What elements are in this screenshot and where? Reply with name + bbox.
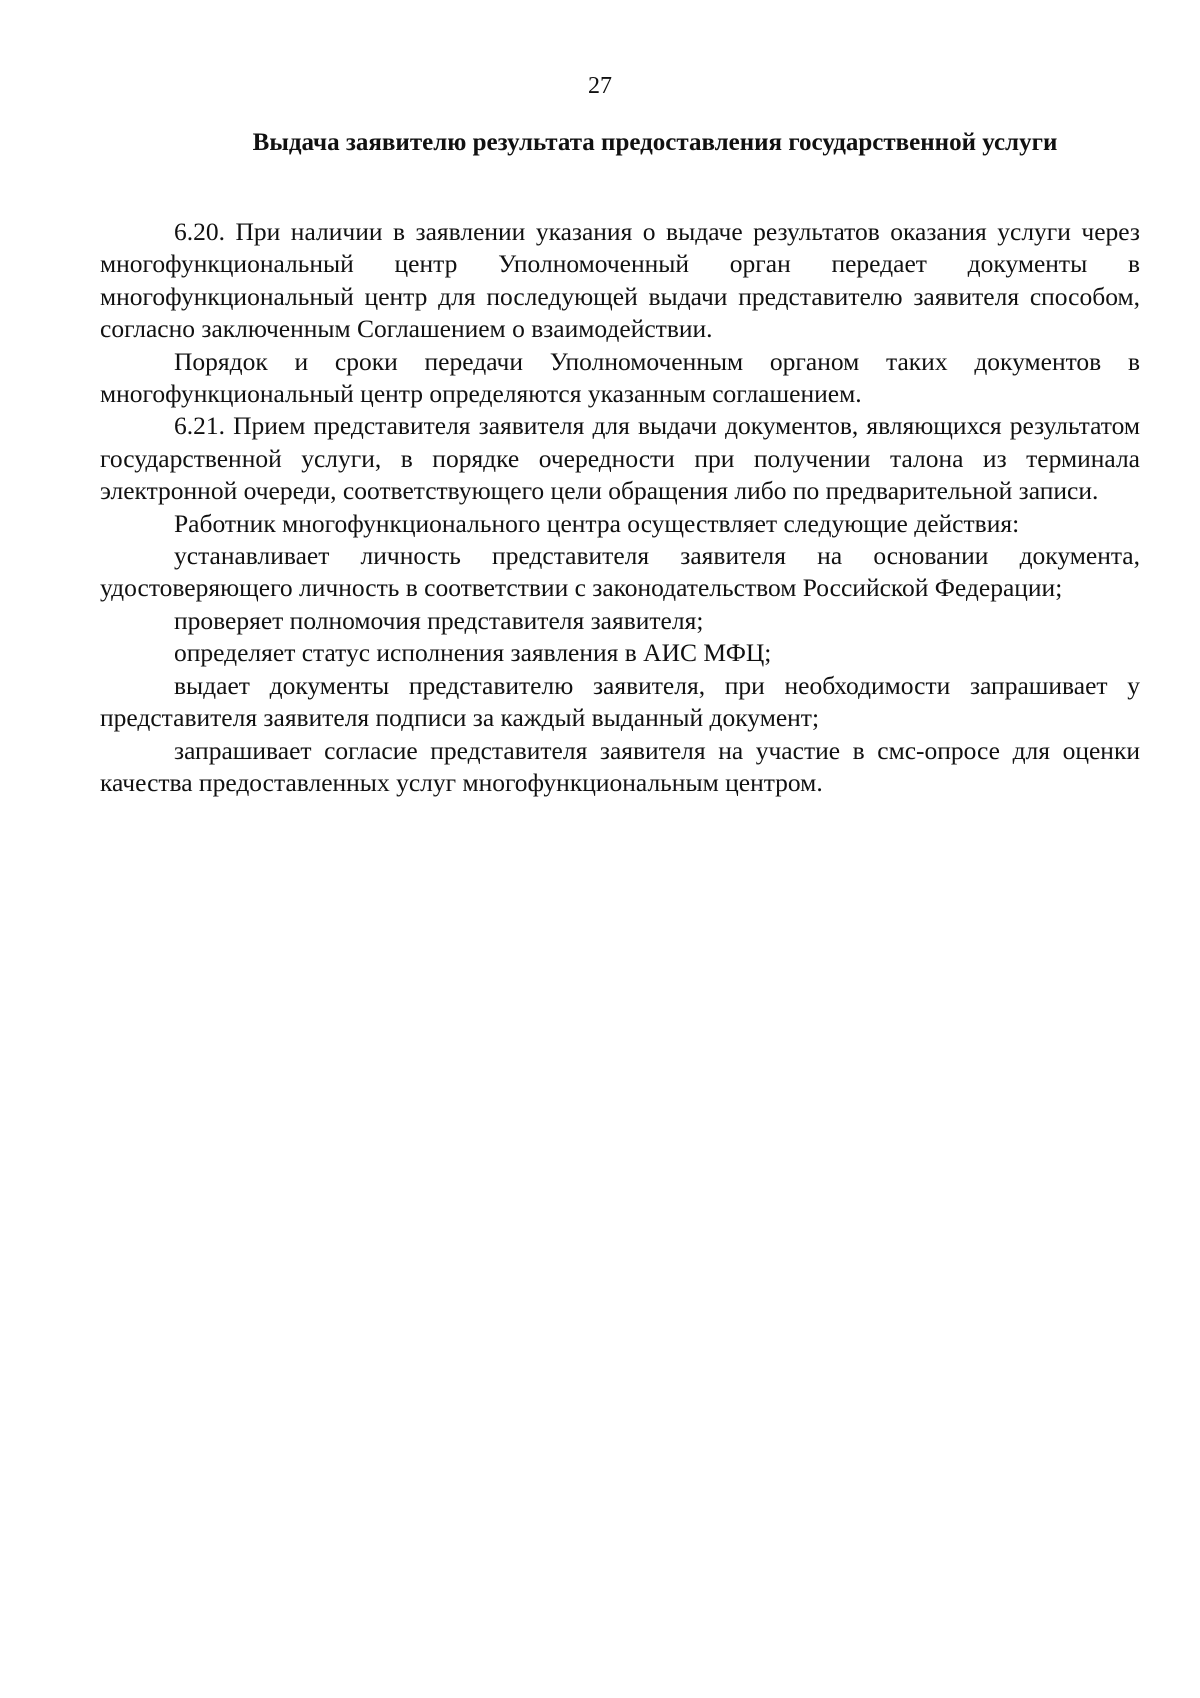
paragraph-status-check: определяет статус исполнения заявления в АИС МФЦ; bbox=[174, 638, 772, 668]
paragraph-transfer-terms: Порядок и сроки передачи Уполномоченным органом таких документов в многофункциональный центр определяются указанным соглашением. bbox=[100, 346, 1140, 409]
paragraph-issue-documents: выдает документы представителю заявителя, при необходимости запрашивает у представителя заявителя подписи за каждый выданный документ; bbox=[100, 670, 1140, 733]
paragraph-sms-survey: запрашивает согласие представителя заявителя на участие в смс-опросе для оценки качества предоставленных услуг многофункциональным центром. bbox=[100, 735, 1140, 797]
paragraph-worker-actions: Работник многофункционального центра осуществляет следующие действия: bbox=[174, 508, 1020, 538]
document-body bbox=[100, 216, 1140, 799]
paragraph-authority-check: проверяет полномочия представителя заявителя; bbox=[174, 605, 704, 635]
section-heading: Выдача заявителю результата предоставления государственной услуги bbox=[252, 129, 1058, 156]
paragraph-6-21: 6.21. Прием представителя заявителя для выдачи документов, являющихся результатом государственной услуги, в порядке очередности при получении талона из терминала электронной очереди, соответствующего цели обращения либо по предварительной записи. bbox=[100, 411, 1140, 506]
page-number: 27 bbox=[588, 73, 612, 99]
paragraph-identity-check: устанавливает личность представителя заявителя на основании документа, удостоверяющего личность в соответствии с законодательством Российской Федерации; bbox=[100, 541, 1140, 603]
paragraph-6-20: 6.20. При наличии в заявлении указания о выдаче результатов оказания услуги через многофункциональный центр Уполномоченный орган передает документы в многофункциональный центр для последующей выдачи представителю заявителя способом, согласно заключенным Соглашением о взаимодействии. bbox=[100, 217, 1140, 344]
